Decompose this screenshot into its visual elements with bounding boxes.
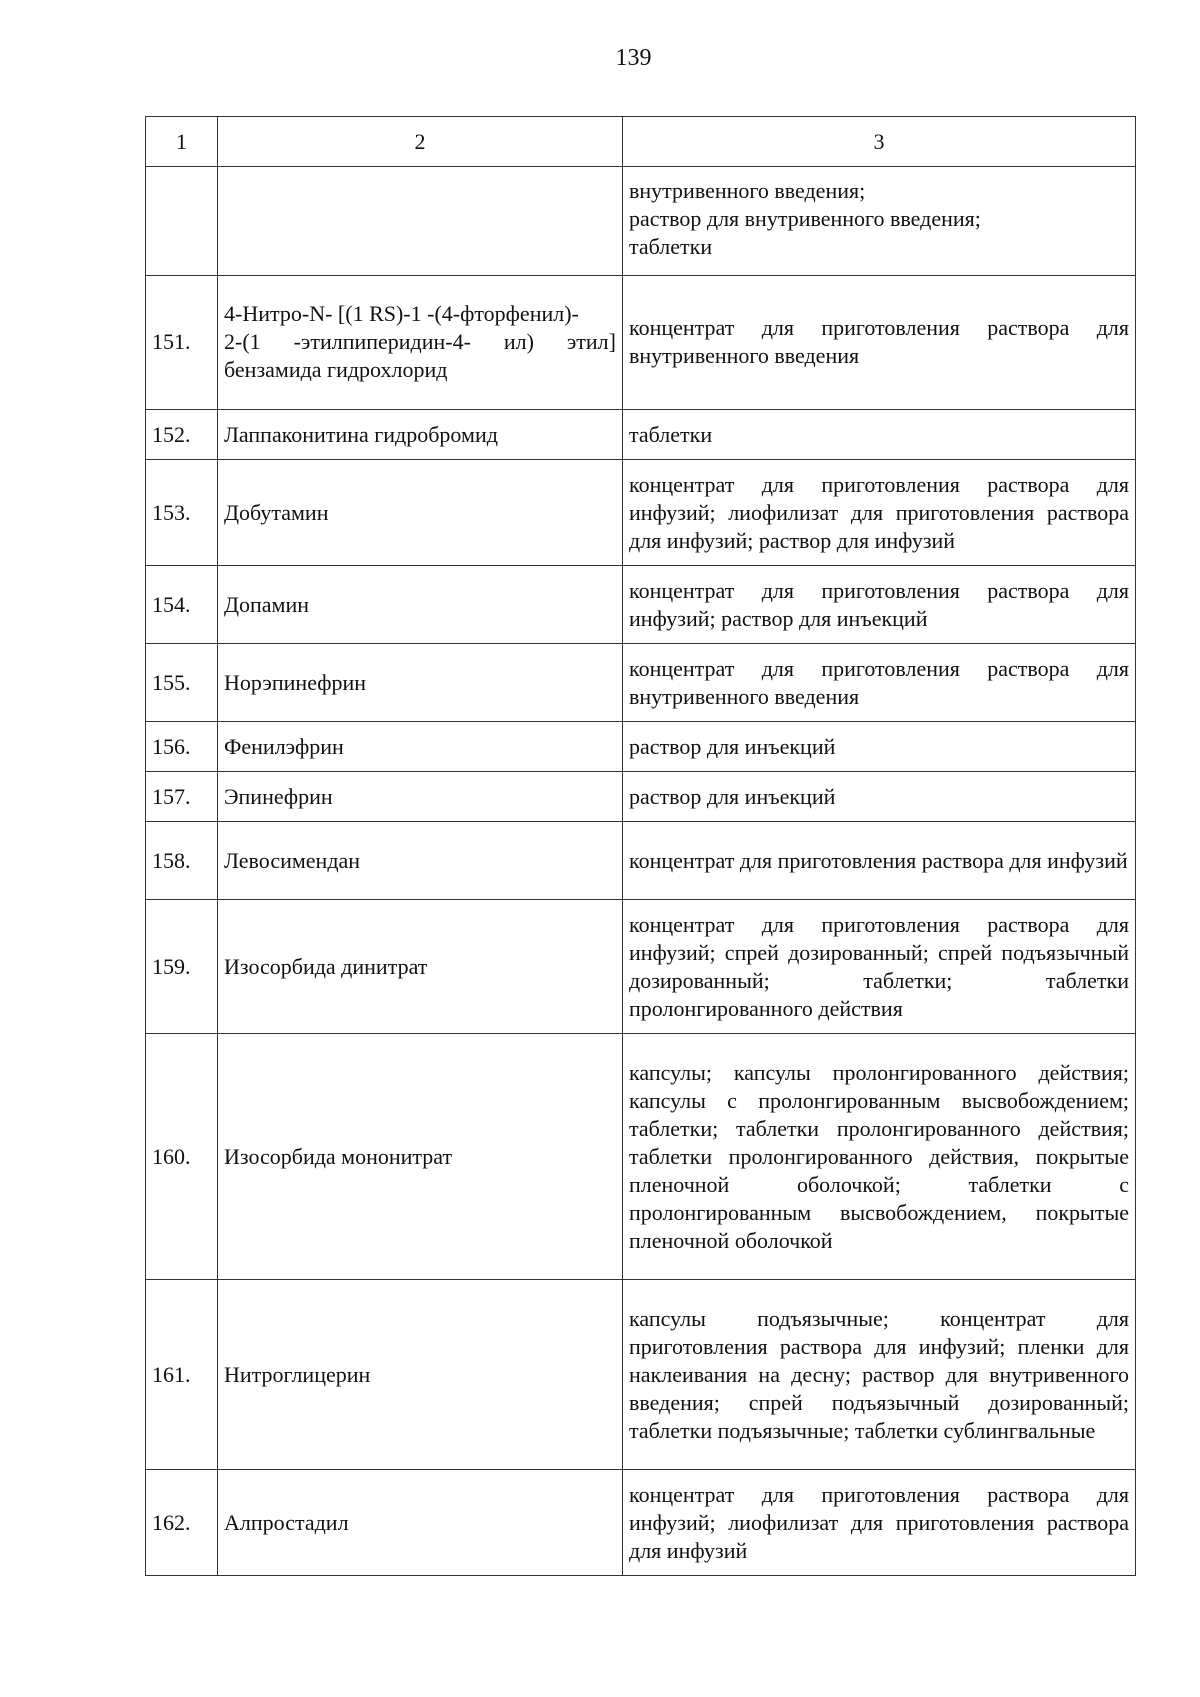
table-row (146, 276, 1136, 410)
drug-name: Фенилэфрин (218, 722, 623, 772)
dosage-forms: концентрат для приготовления раствора для внутривенного введения (623, 644, 1136, 722)
column-header-forms: 3 (623, 117, 1136, 167)
row-number: 151. (146, 276, 218, 410)
drug-name: Допамин (218, 566, 623, 644)
row-number: 157. (146, 772, 218, 822)
row-number: 162. (146, 1470, 218, 1576)
row-number: 161. (146, 1280, 218, 1470)
drug-name: Изосорбида динитрат (218, 900, 623, 1034)
table-row (146, 900, 1136, 1034)
drug-name: Левосимендан (218, 822, 623, 900)
dosage-forms: концентрат для приготовления раствора для инфузий; раствор для инъекций (623, 566, 1136, 644)
table-row (146, 460, 1136, 566)
row-number: 154. (146, 566, 218, 644)
table-row (146, 772, 1136, 822)
dosage-forms: концентрат для приготовления раствора для инфузий; лиофилизат для приготовления раствора для инфузий; раствор для инфузий (623, 460, 1136, 566)
table-row (146, 1280, 1136, 1470)
drug-name: 4-Нитро-N- [(1 RS)-1 -(4-фторфенил)- 2-(1 -этилпиперидин-4- ил) этил] бензамида гидрохлорид (218, 276, 623, 410)
dosage-forms: концентрат для приготовления раствора для инфузий (623, 822, 1136, 900)
row-number: 159. (146, 900, 218, 1034)
drug-name: Норэпинефрин (218, 644, 623, 722)
dosage-forms: капсулы; капсулы пролонгированного действия; капсулы с пролонгированным высвобождением; таблетки; таблетки пролонгированного действия; таблетки пролонгированного действия, покрытые пленочной оболочкой; таблетки с пролонгированным высвобождением, покрытые пленочной оболочкой (623, 1034, 1136, 1280)
row-number: 155. (146, 644, 218, 722)
page-number: 139 (615, 45, 652, 71)
table-row (146, 167, 1136, 276)
row-number: 152. (146, 410, 218, 460)
drug-name: Эпинефрин (218, 772, 623, 822)
drug-name: Алпростадил (218, 1470, 623, 1576)
dosage-forms: таблетки (623, 410, 1136, 460)
dosage-forms: капсулы подъязычные; концентрат для приготовления раствора для инфузий; пленки для наклеивания на десну; раствор для внутривенного введения; спрей подъязычный дозированный; таблетки подъязычные; таблетки сублингвальные (623, 1280, 1136, 1470)
row-number: 156. (146, 722, 218, 772)
drug-name (218, 167, 623, 276)
dosage-forms: раствор для инъекций (623, 772, 1136, 822)
column-header-name: 2 (218, 117, 623, 167)
row-number (146, 167, 218, 276)
drug-name: Изосорбида мононитрат (218, 1034, 623, 1280)
drug-name: Нитроглицерин (218, 1280, 623, 1470)
dosage-forms: внутривенного введения; раствор для внутривенного введения; таблетки (623, 167, 1136, 276)
drug-name: Лаппаконитина гидробромид (218, 410, 623, 460)
table-row (146, 410, 1136, 460)
table-row (146, 722, 1136, 772)
row-number: 153. (146, 460, 218, 566)
table-row (146, 822, 1136, 900)
drug-name: Добутамин (218, 460, 623, 566)
row-number: 160. (146, 1034, 218, 1280)
dosage-forms: концентрат для приготовления раствора для инфузий; лиофилизат для приготовления раствора для инфузий (623, 1470, 1136, 1576)
drug-forms-table (145, 116, 1136, 1576)
dosage-forms: концентрат для приготовления раствора для инфузий; спрей дозированный; спрей подъязычный дозированный; таблетки; таблетки пролонгированного действия (623, 900, 1136, 1034)
table-row (146, 566, 1136, 644)
table-header-row (146, 117, 1136, 167)
table-row (146, 1470, 1136, 1576)
dosage-forms: раствор для инъекций (623, 722, 1136, 772)
column-header-number: 1 (146, 117, 218, 167)
table-row (146, 1034, 1136, 1280)
table-row (146, 644, 1136, 722)
row-number: 158. (146, 822, 218, 900)
dosage-forms: концентрат для приготовления раствора для внутривенного введения (623, 276, 1136, 410)
